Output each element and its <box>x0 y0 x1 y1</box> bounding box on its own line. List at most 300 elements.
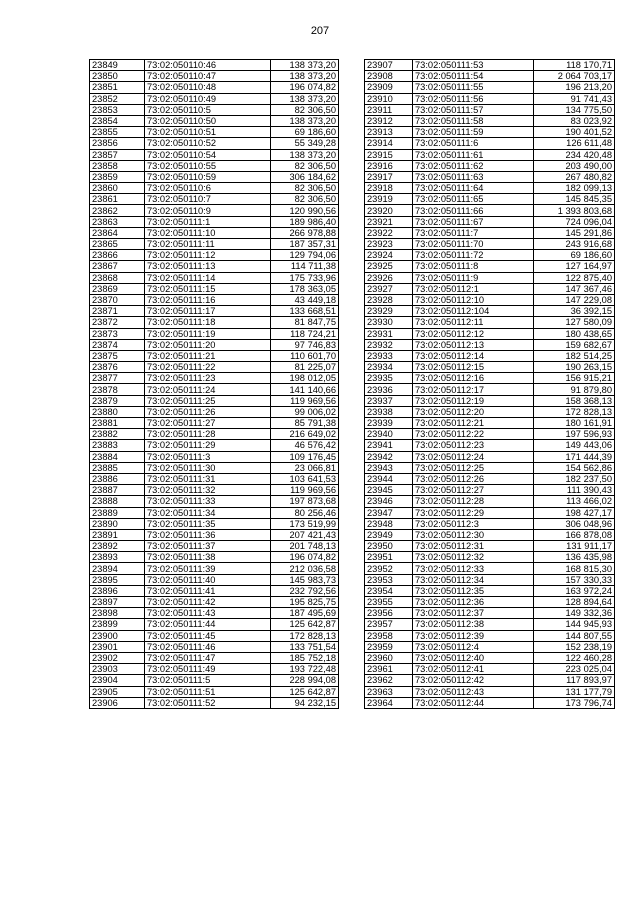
cadastral-value: 141 140,66 <box>271 384 339 395</box>
cadastral-value: 69 186,60 <box>271 127 339 138</box>
row-number: 23861 <box>90 194 145 205</box>
cadastral-value: 133 668,51 <box>271 306 339 317</box>
table-row <box>365 652 615 663</box>
cadastral-number: 73:02:050110:5 <box>145 104 271 115</box>
cadastral-value: 122 875,40 <box>534 272 615 283</box>
table-row <box>90 350 339 361</box>
cadastral-number: 73:02:050111:56 <box>413 93 534 104</box>
cadastral-value: 80 256,46 <box>271 507 339 518</box>
table-row <box>365 496 615 507</box>
cadastral-number: 73:02:050112:19 <box>413 395 534 406</box>
cadastral-number: 73:02:050111:1 <box>145 216 271 227</box>
cadastral-number: 73:02:050110:54 <box>145 149 271 160</box>
cadastral-number: 73:02:050112:17 <box>413 384 534 395</box>
cadastral-value: 113 466,02 <box>534 496 615 507</box>
cadastral-number: 73:02:050111:16 <box>145 294 271 305</box>
table-row <box>90 250 339 261</box>
table-row <box>365 104 615 115</box>
table-row <box>365 60 615 71</box>
cadastral-value: 193 722,48 <box>271 664 339 675</box>
cadastral-value: 158 368,13 <box>534 395 615 406</box>
cadastral-number: 73:02:050112:10 <box>413 294 534 305</box>
row-number: 23962 <box>365 675 413 686</box>
row-number: 23954 <box>365 585 413 596</box>
row-number: 23934 <box>365 362 413 373</box>
row-number: 23963 <box>365 686 413 697</box>
cadastral-value: 203 490,00 <box>534 160 615 171</box>
row-number: 23933 <box>365 350 413 361</box>
cadastral-number: 73:02:050112:28 <box>413 496 534 507</box>
cadastral-number: 73:02:050111:72 <box>413 250 534 261</box>
cadastral-number: 73:02:050110:46 <box>145 60 271 71</box>
left-table <box>89 59 339 709</box>
cadastral-number: 73:02:050111:44 <box>145 619 271 630</box>
cadastral-number: 73:02:050112:1 <box>413 283 534 294</box>
cadastral-value: 145 845,35 <box>534 194 615 205</box>
cadastral-value: 144 807,55 <box>534 630 615 641</box>
cadastral-value: 189 986,40 <box>271 216 339 227</box>
table-row <box>90 115 339 126</box>
row-number: 23871 <box>90 306 145 317</box>
row-number: 23911 <box>365 104 413 115</box>
table-row <box>365 183 615 194</box>
row-number: 23872 <box>90 317 145 328</box>
cadastral-value: 157 330,33 <box>534 574 615 585</box>
table-row <box>365 608 615 619</box>
table-row <box>365 451 615 462</box>
row-number: 23946 <box>365 496 413 507</box>
cadastral-number: 73:02:050112:25 <box>413 462 534 473</box>
cadastral-value: 127 164,97 <box>534 261 615 272</box>
table-row <box>365 406 615 417</box>
row-number: 23958 <box>365 630 413 641</box>
cadastral-value: 97 746,83 <box>271 339 339 350</box>
row-number: 23945 <box>365 485 413 496</box>
row-number: 23942 <box>365 451 413 462</box>
cadastral-value: 196 074,82 <box>271 82 339 93</box>
cadastral-number: 73:02:050111:11 <box>145 239 271 250</box>
cadastral-value: 180 438,65 <box>534 328 615 339</box>
cadastral-value: 197 596,93 <box>534 429 615 440</box>
cadastral-number: 73:02:050112:104 <box>413 306 534 317</box>
cadastral-value: 82 306,50 <box>271 160 339 171</box>
row-number: 23944 <box>365 473 413 484</box>
row-number: 23875 <box>90 350 145 361</box>
cadastral-number: 73:02:050111:20 <box>145 339 271 350</box>
cadastral-number: 73:02:050111:33 <box>145 496 271 507</box>
table-row <box>90 395 339 406</box>
cadastral-number: 73:02:050112:14 <box>413 350 534 361</box>
table-row <box>90 127 339 138</box>
cadastral-number: 73:02:050111:22 <box>145 362 271 373</box>
cadastral-number: 73:02:050111:13 <box>145 261 271 272</box>
cadastral-value: 197 873,68 <box>271 496 339 507</box>
row-number: 23961 <box>365 664 413 675</box>
cadastral-value: 138 373,20 <box>271 93 339 104</box>
cadastral-value: 120 990,56 <box>271 205 339 216</box>
cadastral-number: 73:02:050112:13 <box>413 339 534 350</box>
cadastral-value: 228 994,08 <box>271 675 339 686</box>
row-number: 23864 <box>90 227 145 238</box>
cadastral-value: 175 733,96 <box>271 272 339 283</box>
cadastral-number: 73:02:050111:8 <box>413 261 534 272</box>
table-row <box>90 149 339 160</box>
row-number: 23923 <box>365 239 413 250</box>
cadastral-value: 187 357,31 <box>271 239 339 250</box>
cadastral-number: 73:02:050111:3 <box>145 451 271 462</box>
cadastral-value: 149 443,06 <box>534 440 615 451</box>
cadastral-value: 2 064 703,17 <box>534 71 615 82</box>
table-row <box>90 183 339 194</box>
cadastral-value: 232 792,56 <box>271 585 339 596</box>
table-row <box>365 473 615 484</box>
row-number: 23882 <box>90 429 145 440</box>
row-number: 23964 <box>365 697 413 708</box>
row-number: 23938 <box>365 406 413 417</box>
cadastral-value: 109 176,45 <box>271 451 339 462</box>
row-number: 23935 <box>365 373 413 384</box>
table-row <box>90 686 339 697</box>
cadastral-number: 73:02:050112:16 <box>413 373 534 384</box>
table-row <box>90 507 339 518</box>
cadastral-value: 187 495,69 <box>271 608 339 619</box>
row-number: 23895 <box>90 574 145 585</box>
cadastral-number: 73:02:050111:6 <box>413 138 534 149</box>
table-row <box>365 171 615 182</box>
cadastral-value: 166 878,08 <box>534 529 615 540</box>
cadastral-number: 73:02:050111:5 <box>145 675 271 686</box>
row-number: 23929 <box>365 306 413 317</box>
cadastral-number: 73:02:050112:11 <box>413 317 534 328</box>
cadastral-number: 73:02:050111:54 <box>413 71 534 82</box>
table-row <box>90 339 339 350</box>
cadastral-number: 73:02:050110:49 <box>145 93 271 104</box>
cadastral-value: 195 825,75 <box>271 597 339 608</box>
table-row <box>365 664 615 675</box>
cadastral-value: 81 225,07 <box>271 362 339 373</box>
table-row <box>90 496 339 507</box>
cadastral-value: 182 099,13 <box>534 183 615 194</box>
table-row <box>90 283 339 294</box>
row-number: 23855 <box>90 127 145 138</box>
cadastral-number: 73:02:050112:24 <box>413 451 534 462</box>
row-number: 23890 <box>90 518 145 529</box>
table-row <box>365 585 615 596</box>
cadastral-value: 173 519,99 <box>271 518 339 529</box>
row-number: 23863 <box>90 216 145 227</box>
table-row <box>90 473 339 484</box>
table-row <box>90 451 339 462</box>
table-row <box>365 418 615 429</box>
table-row <box>90 328 339 339</box>
cadastral-number: 73:02:050112:40 <box>413 652 534 663</box>
table-row <box>90 652 339 663</box>
cadastral-number: 73:02:050110:52 <box>145 138 271 149</box>
cadastral-number: 73:02:050112:37 <box>413 608 534 619</box>
cadastral-value: 171 444,39 <box>534 451 615 462</box>
row-number: 23893 <box>90 552 145 563</box>
cadastral-number: 73:02:050110:6 <box>145 183 271 194</box>
row-number: 23867 <box>90 261 145 272</box>
cadastral-value: 190 401,52 <box>534 127 615 138</box>
row-number: 23950 <box>365 541 413 552</box>
row-number: 23956 <box>365 608 413 619</box>
table-row <box>365 541 615 552</box>
table-row <box>365 93 615 104</box>
cadastral-value: 190 263,15 <box>534 362 615 373</box>
cadastral-number: 73:02:050111:49 <box>145 664 271 675</box>
row-number: 23949 <box>365 529 413 540</box>
table-row <box>365 115 615 126</box>
table-row <box>365 518 615 529</box>
cadastral-value: 91 879,80 <box>534 384 615 395</box>
cadastral-number: 73:02:050110:7 <box>145 194 271 205</box>
cadastral-number: 73:02:050111:31 <box>145 473 271 484</box>
cadastral-value: 36 392,15 <box>534 306 615 317</box>
cadastral-value: 198 012,05 <box>271 373 339 384</box>
row-number: 23902 <box>90 652 145 663</box>
cadastral-number: 73:02:050111:27 <box>145 418 271 429</box>
table-row <box>90 529 339 540</box>
table-row <box>365 71 615 82</box>
table-row <box>365 138 615 149</box>
cadastral-number: 73:02:050111:7 <box>413 227 534 238</box>
table-row <box>90 641 339 652</box>
cadastral-value: 119 969,56 <box>271 485 339 496</box>
table-row <box>365 462 615 473</box>
cadastral-number: 73:02:050111:42 <box>145 597 271 608</box>
row-number: 23856 <box>90 138 145 149</box>
row-number: 23940 <box>365 429 413 440</box>
table-row <box>90 608 339 619</box>
row-number: 23939 <box>365 418 413 429</box>
cadastral-number: 73:02:050112:34 <box>413 574 534 585</box>
cadastral-number: 73:02:050112:22 <box>413 429 534 440</box>
row-number: 23896 <box>90 585 145 596</box>
cadastral-value: 128 894,64 <box>534 597 615 608</box>
table-row <box>365 529 615 540</box>
row-number: 23908 <box>365 71 413 82</box>
row-number: 23913 <box>365 127 413 138</box>
table-row <box>365 395 615 406</box>
cadastral-number: 73:02:050110:55 <box>145 160 271 171</box>
cadastral-number: 73:02:050111:9 <box>413 272 534 283</box>
table-row <box>365 328 615 339</box>
cadastral-number: 73:02:050111:37 <box>145 541 271 552</box>
row-number: 23888 <box>90 496 145 507</box>
table-row <box>90 239 339 250</box>
table-row <box>90 462 339 473</box>
row-number: 23918 <box>365 183 413 194</box>
table-row <box>90 485 339 496</box>
row-number: 23925 <box>365 261 413 272</box>
cadastral-value: 185 752,18 <box>271 652 339 663</box>
table-row <box>365 641 615 652</box>
table-row <box>365 630 615 641</box>
table-row <box>90 552 339 563</box>
right-table <box>364 59 615 709</box>
row-number: 23928 <box>365 294 413 305</box>
cadastral-number: 73:02:050110:47 <box>145 71 271 82</box>
cadastral-value: 118 724,21 <box>271 328 339 339</box>
cadastral-value: 129 794,06 <box>271 250 339 261</box>
row-number: 23931 <box>365 328 413 339</box>
cadastral-value: 122 460,28 <box>534 652 615 663</box>
row-number: 23852 <box>90 93 145 104</box>
table-row <box>365 239 615 250</box>
row-number: 23853 <box>90 104 145 115</box>
row-number: 23910 <box>365 93 413 104</box>
cadastral-number: 73:02:050111:12 <box>145 250 271 261</box>
cadastral-number: 73:02:050112:33 <box>413 563 534 574</box>
cadastral-number: 73:02:050112:21 <box>413 418 534 429</box>
table-row <box>90 205 339 216</box>
cadastral-number: 73:02:050112:31 <box>413 541 534 552</box>
table-row <box>90 630 339 641</box>
cadastral-value: 138 373,20 <box>271 71 339 82</box>
cadastral-number: 73:02:050112:32 <box>413 552 534 563</box>
cadastral-value: 136 435,98 <box>534 552 615 563</box>
row-number: 23904 <box>90 675 145 686</box>
cadastral-value: 103 641,53 <box>271 473 339 484</box>
row-number: 23898 <box>90 608 145 619</box>
cadastral-value: 724 096,04 <box>534 216 615 227</box>
row-number: 23851 <box>90 82 145 93</box>
cadastral-number: 73:02:050111:21 <box>145 350 271 361</box>
cadastral-value: 223 025,04 <box>534 664 615 675</box>
cadastral-number: 73:02:050111:46 <box>145 641 271 652</box>
cadastral-number: 73:02:050112:20 <box>413 406 534 417</box>
row-number: 23920 <box>365 205 413 216</box>
row-number: 23955 <box>365 597 413 608</box>
row-number: 23879 <box>90 395 145 406</box>
cadastral-number: 73:02:050111:59 <box>413 127 534 138</box>
cadastral-value: 133 751,54 <box>271 641 339 652</box>
cadastral-number: 73:02:050111:26 <box>145 406 271 417</box>
table-row <box>90 104 339 115</box>
row-number: 23869 <box>90 283 145 294</box>
table-row <box>90 664 339 675</box>
table-row <box>90 93 339 104</box>
table-row <box>90 82 339 93</box>
cadastral-value: 119 969,56 <box>271 395 339 406</box>
table-row <box>365 339 615 350</box>
cadastral-number: 73:02:050112:27 <box>413 485 534 496</box>
cadastral-value: 114 711,38 <box>271 261 339 272</box>
cadastral-number: 73:02:050112:26 <box>413 473 534 484</box>
table-row <box>365 250 615 261</box>
row-number: 23850 <box>90 71 145 82</box>
cadastral-value: 138 373,20 <box>271 60 339 71</box>
cadastral-value: 94 232,15 <box>271 697 339 708</box>
row-number: 23877 <box>90 373 145 384</box>
cadastral-value: 127 580,09 <box>534 317 615 328</box>
row-number: 23857 <box>90 149 145 160</box>
cadastral-value: 138 373,20 <box>271 149 339 160</box>
cadastral-value: 43 449,18 <box>271 294 339 305</box>
table-row <box>365 619 615 630</box>
row-number: 23899 <box>90 619 145 630</box>
row-number: 23917 <box>365 171 413 182</box>
cadastral-number: 73:02:050111:18 <box>145 317 271 328</box>
page-number: 207 <box>310 25 330 37</box>
row-number: 23894 <box>90 563 145 574</box>
cadastral-value: 147 367,46 <box>534 283 615 294</box>
row-number: 23873 <box>90 328 145 339</box>
cadastral-number: 73:02:050112:36 <box>413 597 534 608</box>
cadastral-value: 182 514,25 <box>534 350 615 361</box>
cadastral-number: 73:02:050111:66 <box>413 205 534 216</box>
cadastral-value: 69 186,60 <box>534 250 615 261</box>
table-row <box>365 127 615 138</box>
cadastral-value: 138 373,20 <box>271 115 339 126</box>
table-row <box>365 362 615 373</box>
row-number: 23862 <box>90 205 145 216</box>
row-number: 23858 <box>90 160 145 171</box>
cadastral-value: 172 828,13 <box>271 630 339 641</box>
table-row <box>90 171 339 182</box>
cadastral-value: 306 048,96 <box>534 518 615 529</box>
table-row <box>90 541 339 552</box>
table-row <box>365 507 615 518</box>
table-row <box>365 283 615 294</box>
cadastral-number: 73:02:050111:29 <box>145 440 271 451</box>
table-row <box>90 294 339 305</box>
row-number: 23868 <box>90 272 145 283</box>
cadastral-value: 1 393 803,68 <box>534 205 615 216</box>
cadastral-value: 145 983,73 <box>271 574 339 585</box>
row-number: 23936 <box>365 384 413 395</box>
cadastral-value: 144 945,93 <box>534 619 615 630</box>
cadastral-value: 82 306,50 <box>271 194 339 205</box>
cadastral-number: 73:02:050111:23 <box>145 373 271 384</box>
table-row <box>90 317 339 328</box>
cadastral-number: 73:02:050111:55 <box>413 82 534 93</box>
row-number: 23865 <box>90 239 145 250</box>
table-row <box>365 205 615 216</box>
cadastral-value: 198 427,17 <box>534 507 615 518</box>
cadastral-number: 73:02:050111:15 <box>145 283 271 294</box>
cadastral-value: 82 306,50 <box>271 183 339 194</box>
cadastral-value: 159 682,67 <box>534 339 615 350</box>
row-number: 23959 <box>365 641 413 652</box>
row-number: 23906 <box>90 697 145 708</box>
cadastral-number: 73:02:050111:52 <box>145 697 271 708</box>
row-number: 23953 <box>365 574 413 585</box>
table-row <box>90 160 339 171</box>
table-row <box>365 574 615 585</box>
cadastral-number: 73:02:050111:45 <box>145 630 271 641</box>
table-row <box>90 429 339 440</box>
row-number: 23905 <box>90 686 145 697</box>
cadastral-number: 73:02:050111:17 <box>145 306 271 317</box>
cadastral-number: 73:02:050112:4 <box>413 641 534 652</box>
cadastral-number: 73:02:050110:59 <box>145 171 271 182</box>
cadastral-number: 73:02:050111:36 <box>145 529 271 540</box>
cadastral-value: 216 649,02 <box>271 429 339 440</box>
table-row <box>365 563 615 574</box>
cadastral-number: 73:02:050111:28 <box>145 429 271 440</box>
table-row <box>90 440 339 451</box>
cadastral-number: 73:02:050111:14 <box>145 272 271 283</box>
row-number: 23957 <box>365 619 413 630</box>
cadastral-number: 73:02:050111:63 <box>413 171 534 182</box>
cadastral-value: 82 306,50 <box>271 104 339 115</box>
cadastral-number: 73:02:050111:41 <box>145 585 271 596</box>
cadastral-number: 73:02:050111:47 <box>145 652 271 663</box>
cadastral-number: 73:02:050111:24 <box>145 384 271 395</box>
table-row <box>90 227 339 238</box>
